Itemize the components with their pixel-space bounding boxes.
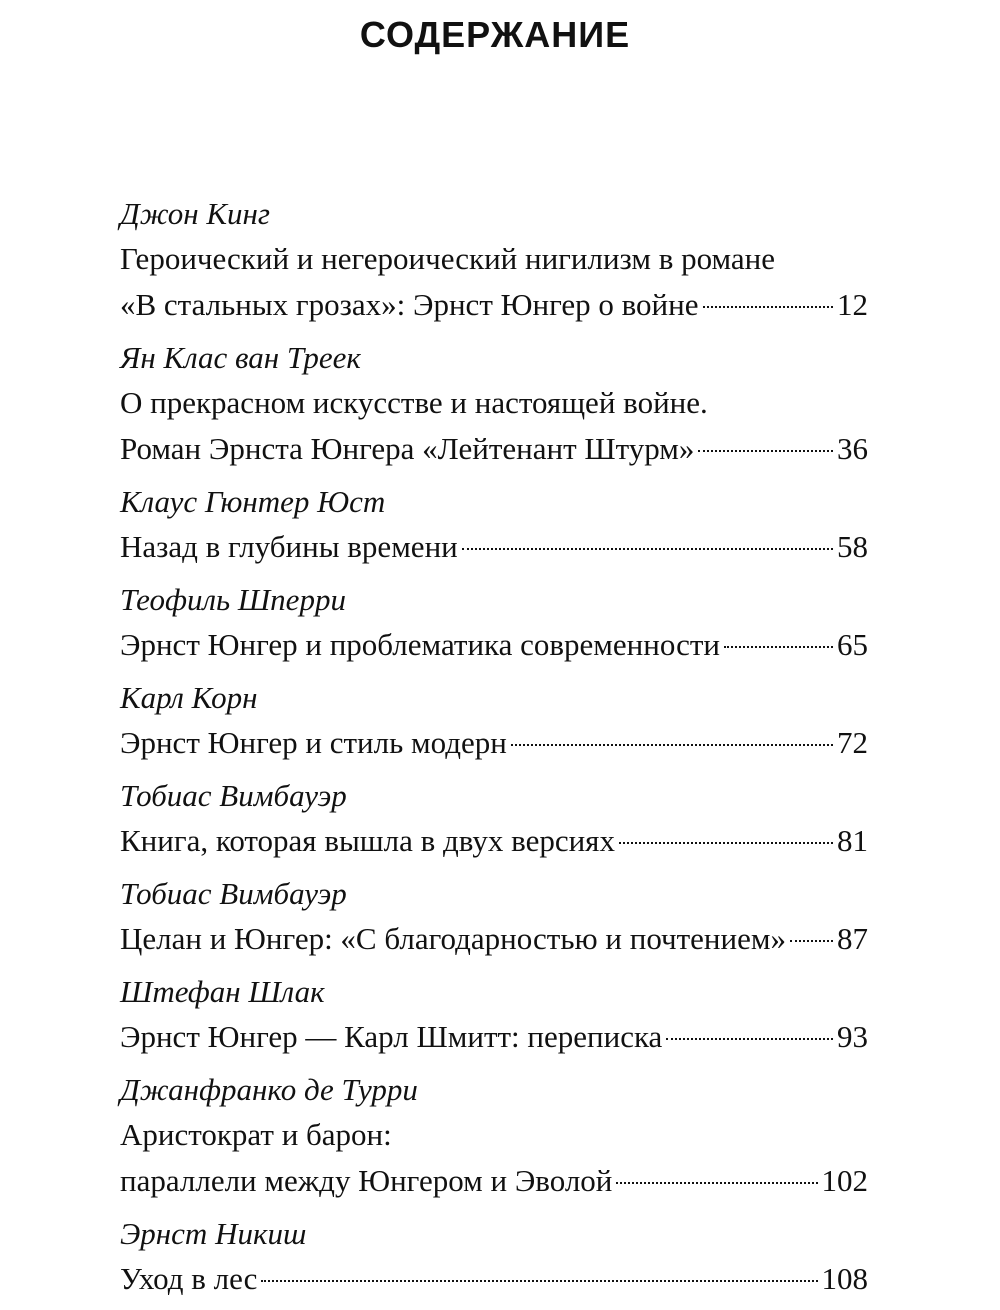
page-number: 36 [837, 431, 868, 466]
toc-title-last-line [120, 426, 868, 472]
toc-title-last-line [120, 282, 868, 328]
page-number: 65 [837, 627, 868, 662]
dot-leader [703, 306, 834, 308]
page-number: 93 [837, 1019, 868, 1054]
toc-entry [120, 336, 868, 472]
dot-leader [619, 842, 833, 844]
toc-author: Клаус Гюнтер Юст [120, 484, 386, 519]
table-of-contents [120, 192, 868, 1310]
toc-author: Ян Клас ван Треек [120, 340, 361, 375]
toc-title-text: «В стальных грозах»: Эрнст Юнгер о войне [120, 287, 699, 322]
toc-title-last-line [120, 720, 868, 766]
toc-entry [120, 192, 868, 328]
dot-leader [261, 1280, 817, 1282]
toc-entry [120, 480, 868, 570]
toc-author: Тобиас Вимбауэр [120, 876, 347, 911]
dot-leader [511, 744, 833, 746]
toc-title-line: О прекрасном искусстве и настоящей войне. [120, 385, 708, 420]
page-number: 72 [837, 725, 868, 760]
toc-title-text: Целан и Юнгер: «С благодарностью и почтением» [120, 921, 786, 956]
toc-title-text: Эрнст Юнгер и проблематика современности [120, 627, 721, 662]
toc-entry [120, 578, 868, 668]
toc-entry [120, 676, 868, 766]
toc-entry [120, 872, 868, 962]
dot-leader [790, 940, 833, 942]
toc-title-last-line [120, 818, 868, 864]
page-number: 12 [837, 287, 868, 322]
page-title: СОДЕРЖАНИЕ [359, 14, 631, 55]
toc-entry [120, 970, 868, 1060]
toc-title-text: Эрнст Юнгер — Карл Шмитт: переписка [120, 1019, 663, 1054]
toc-title-last-line [120, 1014, 868, 1060]
toc-author: Штефан Шлак [120, 974, 325, 1009]
page-number: 81 [837, 823, 868, 858]
dot-leader [462, 548, 833, 550]
toc-author: Эрнст Никиш [120, 1216, 307, 1251]
toc-title-text: Назад в глубины времени [120, 529, 458, 564]
toc-entry [120, 774, 868, 864]
toc-title-line: Героический и негероический нигилизм в романе [120, 241, 776, 276]
toc-author: Тобиас Вимбауэр [120, 778, 347, 813]
toc-title-line: Аристократ и барон: [120, 1117, 392, 1152]
toc-title-text: Уход в лес [120, 1261, 258, 1296]
dot-leader [616, 1182, 817, 1184]
page-number: 102 [821, 1163, 868, 1198]
page-number: 58 [837, 529, 868, 564]
toc-title-text: Роман Эрнста Юнгера «Лейтенант Штурм» [120, 431, 695, 466]
toc-title-text: Эрнст Юнгер и стиль модерн [120, 725, 507, 760]
toc-author: Теофиль Шперри [120, 582, 346, 617]
dot-leader [698, 450, 833, 452]
toc-title-last-line [120, 916, 868, 962]
toc-title-last-line [120, 1256, 868, 1302]
toc-entry [120, 1212, 868, 1302]
toc-title-last-line [120, 1158, 868, 1204]
dot-leader [666, 1038, 833, 1040]
toc-title-text: Книга, которая вышла в двух версиях [120, 823, 615, 858]
page-number: 87 [837, 921, 868, 956]
toc-author: Джон Кинг [120, 196, 270, 231]
toc-author: Карл Корн [120, 680, 258, 715]
toc-entry [120, 1068, 868, 1204]
dot-leader [724, 646, 833, 648]
toc-title-text: параллели между Юнгером и Эволой [120, 1163, 613, 1198]
toc-author: Джанфранко де Турри [120, 1072, 418, 1107]
toc-title-last-line [120, 622, 868, 668]
toc-title-last-line [120, 524, 868, 570]
page-number: 108 [821, 1261, 868, 1296]
